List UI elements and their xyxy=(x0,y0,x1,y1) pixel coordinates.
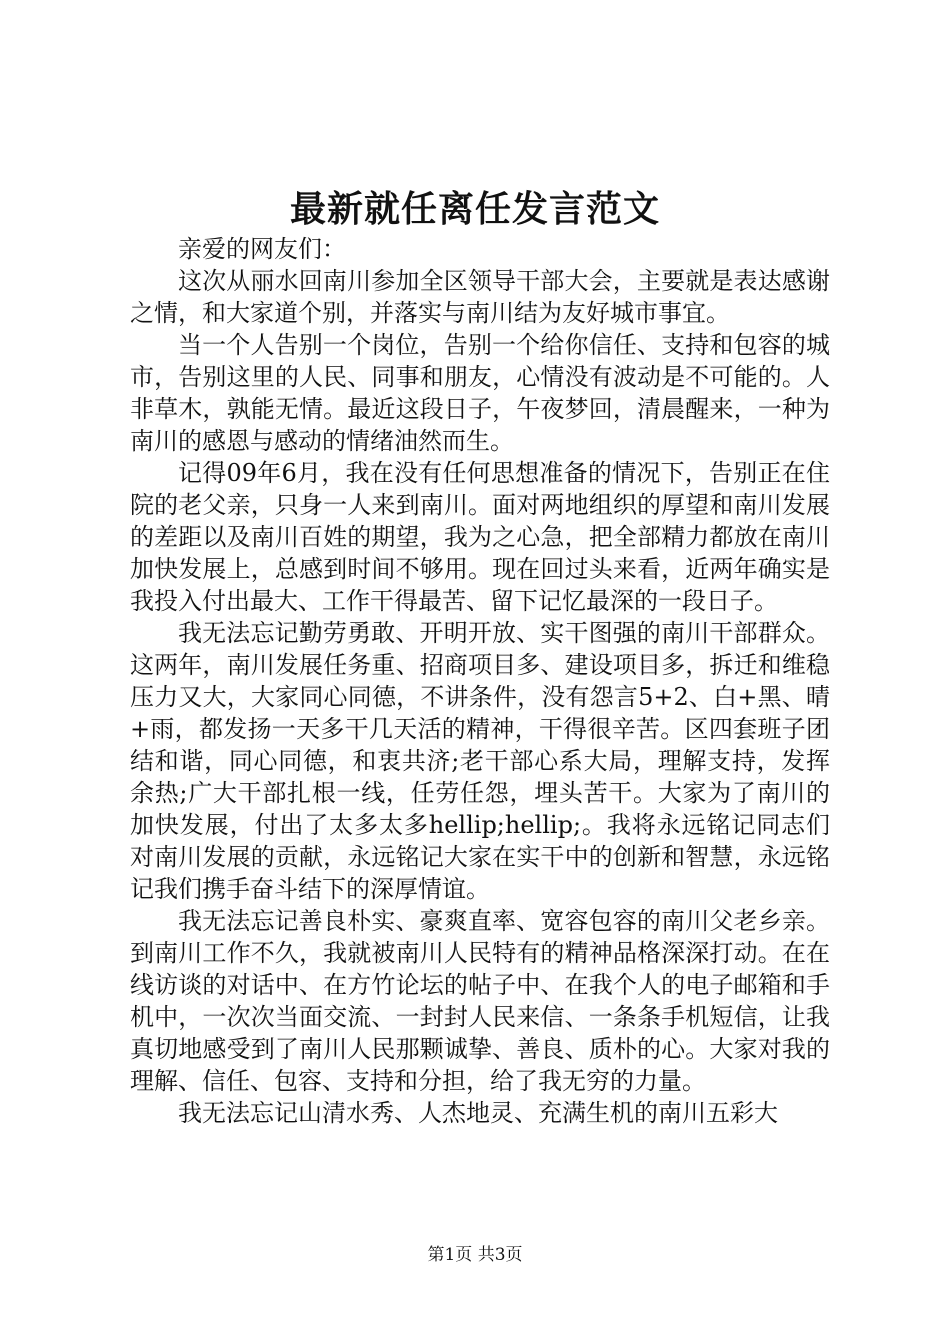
paragraph: 我无法忘记山清水秀、人杰地灵、充满生机的南川五彩大 xyxy=(178,1099,778,1127)
document-body xyxy=(130,233,830,1129)
paragraph: 当一个人告别一个岗位，告别一个给你信任、支持和包容的城市，告别这里的人民、同事和朋友，心情没有波动是不可能的。人非草木，孰能无情。最近这段日子，午夜梦回，清晨醒来，一种为南川的感恩与感动的情绪油然而生。 xyxy=(130,331,830,455)
paragraph-salutation: 亲爱的网友们： xyxy=(178,235,346,263)
document-title: 最新就任离任发言范文 xyxy=(289,188,660,230)
paragraph: 我无法忘记善良朴实、豪爽直率、宽容包容的南川父老乡亲。到南川工作不久，我就被南川人民特有的精神品格深深打动。在在线访谈的对话中、在方竹论坛的帖子中、在我个人的电子邮箱和手机中，一次次当面交流、一封封人民来信、一条条手机短信，让我真切地感受到了南川人民那颗诚挚、善良、质朴的心。大家对我的理解、信任、包容、支持和分担，给了我无穷的力量。 xyxy=(130,907,830,1095)
paragraph: 我无法忘记勤劳勇敢、开明开放、实干图强的南川干部群众。这两年，南川发展任务重、招商项目多、建设项目多，拆迁和维稳压力又大，大家同心同德，不讲条件，没有怨言5+2、白+黑、晴+雨，都发扬一天多干几天活的精神，干得很辛苦。区四套班子团结和谐，同心同德，和衷共济;老干部心系大局，理解支持，发挥余热;广大干部扎根一线，任劳任怨，埋头苦干。大家为了南川的加快发展，付出了太多太多hellip;hellip;。我将永远铭记同志们对南川发展的贡献，永远铭记大家在实干中的创新和智慧，永远铭记我们携手奋斗结下的深厚情谊。 xyxy=(130,619,830,903)
paragraph: 这次从丽水回南川参加全区领导干部大会，主要就是表达感谢之情，和大家道个别，并落实与南川结为友好城市事宜。 xyxy=(130,267,830,327)
page-footer: 第1页 共3页 xyxy=(427,1245,523,1265)
paragraph: 记得09年6月，我在没有任何思想准备的情况下，告别正在住院的老父亲，只身一人来到南川。面对两地组织的厚望和南川发展的差距以及南川百姓的期望，我为之心急，把全部精力都放在南川加快发展上，总感到时间不够用。现在回过头来看，近两年确实是我投入付出最大、工作干得最苦、留下记忆最深的一段日子。 xyxy=(130,459,830,615)
